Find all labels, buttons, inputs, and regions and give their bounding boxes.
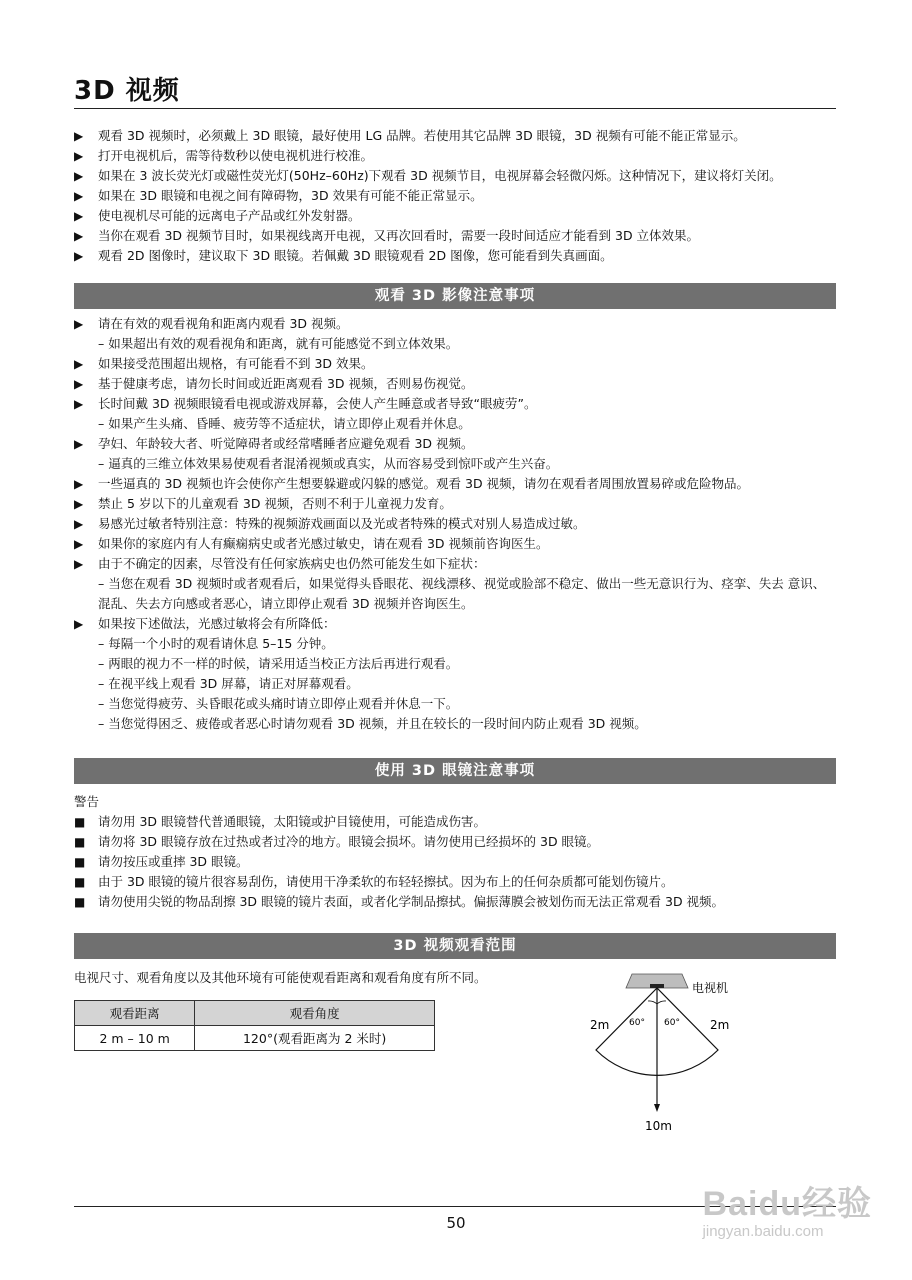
list-item: [74, 394, 836, 414]
section2-heading: 使用 3D 眼镜注意事项: [74, 758, 836, 784]
list-item: [74, 374, 836, 394]
list-item-text: 观看 3D 视频时，必须戴上 3D 眼镜，最好使用 LG 品牌。若使用其它品牌 3D 眼镜，3D 视频有可能不能正常显示。: [98, 128, 746, 143]
depth-arrow-icon: [654, 1104, 660, 1112]
watermark: [703, 1176, 872, 1240]
list-item: [74, 474, 836, 494]
triangle-bullet-icon: ▶: [74, 537, 84, 551]
table-cell-distance: 2 m – 10 m: [75, 1026, 195, 1051]
section1-list: [74, 314, 836, 734]
triangle-bullet-icon: ▶: [74, 129, 84, 143]
list-item-text: 请勿将 3D 眼镜存放在过热或者过冷的地方。眼镜会损坏。请勿使用已经损坏的 3D 眼镜。: [98, 834, 600, 849]
triangle-bullet-icon: ▶: [74, 437, 84, 451]
list-item: [74, 454, 836, 474]
list-item-text: – 两眼的视力不一样的时候，请采用适当校正方法后再进行观看。: [98, 656, 459, 671]
triangle-bullet-icon: ▶: [74, 189, 84, 203]
watermark-brand: Baidu经验: [702, 1185, 872, 1223]
triangle-bullet-icon: ▶: [74, 477, 84, 491]
list-item: [74, 246, 836, 266]
triangle-bullet-icon: ▶: [74, 317, 84, 331]
triangle-bullet-icon: ▶: [74, 497, 84, 511]
list-item-text: – 当您觉得困乏、疲倦或者恶心时请勿观看 3D 视频，并且在较长的一段时间内防止观看 3D 视频。: [98, 716, 647, 731]
list-item-text: – 如果产生头痛、昏睡、疲劳等不适症状，请立即停止观看并休息。: [98, 416, 471, 431]
title-rule: [74, 108, 836, 109]
list-item-text: 请勿使用尖锐的物品刮擦 3D 眼镜的镜片表面，或者化学制品擦拭。偏振薄膜会被划伤而无法正常观看 3D 视频。: [98, 894, 725, 909]
triangle-bullet-icon: ▶: [74, 617, 84, 631]
list-item-text: 由于不确定的因素，尽管没有任何家族病史也仍然可能发生如下症状：: [98, 556, 486, 571]
right-distance-label: 2m: [710, 1018, 730, 1032]
list-item-text: – 如果超出有效的观看视角和距离，就有可能感觉不到立体效果。: [98, 336, 459, 351]
triangle-bullet-icon: ▶: [74, 397, 84, 411]
square-bullet-icon: ■: [74, 835, 86, 849]
list-item-text: 由于 3D 眼镜的镜片很容易刮伤，请使用干净柔软的布轻轻擦拭。因为布上的任何杂质都可能划伤镜片。: [98, 874, 674, 889]
viewing-range-note: 电视尺寸、观看角度以及其他环境有可能使观看距离和观看角度有所不同。: [74, 970, 487, 985]
triangle-bullet-icon: ▶: [74, 377, 84, 391]
list-item: [74, 186, 836, 206]
list-item: [74, 574, 836, 614]
intro-list: [74, 126, 836, 266]
list-item: [74, 314, 836, 334]
right-angle-label: 60°: [664, 1018, 680, 1028]
triangle-bullet-icon: ▶: [74, 209, 84, 223]
page-number: 50: [446, 1214, 466, 1232]
list-item-text: 孕妇、年龄较大者、听觉障碍者或经常嗜睡者应避免观看 3D 视频。: [98, 436, 474, 451]
left-distance-label: 2m: [590, 1018, 610, 1032]
list-item-text: 如果按下述做法，光感过敏将会有所降低：: [98, 616, 336, 631]
square-bullet-icon: ■: [74, 815, 86, 829]
left-angle-arc: [648, 1001, 657, 1004]
list-item-text: 如果在 3D 眼镜和电视之间有障碍物，3D 效果有可能不能正常显示。: [98, 188, 483, 203]
list-item-text: – 当您觉得疲劳、头昏眼花或头痛时请立即停止观看并休息一下。: [98, 696, 459, 711]
warning-label: 警告: [74, 794, 100, 809]
list-item-text: 禁止 5 岁以下的儿童观看 3D 视频，否则不利于儿童视力发育。: [98, 496, 452, 511]
list-item-text: 当你在观看 3D 视频节目时，如果视线离开电视，又再次回看时，需要一段时间适应才能看到 3D 立体效果。: [98, 228, 700, 243]
list-item-text: – 逼真的三维立体效果易使观看者混淆视频或真实，从而容易受到惊吓或产生兴奋。: [98, 456, 559, 471]
list-item: [74, 674, 836, 694]
triangle-bullet-icon: ▶: [74, 557, 84, 571]
list-item-text: – 在视平线上观看 3D 屏幕，请正对屏幕观看。: [98, 676, 359, 691]
list-item-text: 长时间戴 3D 视频眼镜看电视或游戏屏幕，会使人产生睡意或者导致“眼疲劳”。: [98, 396, 537, 411]
list-item-text: – 每隔一个小时的观看请休息 5–15 分钟。: [98, 636, 334, 651]
list-item: [74, 812, 836, 832]
list-item: [74, 334, 836, 354]
list-item-text: 易感光过敏者特别注意：特殊的视频游戏画面以及光或者特殊的模式对别人易造成过敏。: [98, 516, 586, 531]
page-title: 3D 视频: [74, 76, 180, 106]
square-bullet-icon: ■: [74, 855, 86, 869]
table-cell-angle: 120°(观看距离为 2 米时): [195, 1026, 435, 1051]
list-item-text: 如果接受范围超出规格，有可能看不到 3D 效果。: [98, 356, 374, 371]
square-bullet-icon: ■: [74, 895, 86, 909]
list-item-text: 使电视机尽可能的远离电子产品或红外发射器。: [98, 208, 361, 223]
list-item: [74, 126, 836, 146]
list-item: [74, 414, 836, 434]
watermark-url: jingyan.baidu.com: [702, 1223, 824, 1240]
list-item: [74, 226, 836, 246]
list-item: [74, 872, 836, 892]
list-item: [74, 434, 836, 454]
list-item: [74, 354, 836, 374]
table-header-angle: 观看角度: [195, 1001, 435, 1026]
list-item-text: 观看 2D 图像时，建议取下 3D 眼镜。若佩戴 3D 眼镜观看 2D 图像，您可能看到失真画面。: [98, 248, 613, 263]
list-item: [74, 494, 836, 514]
viewing-angle-diagram: [578, 968, 758, 1138]
list-item-text: 基于健康考虑，请勿长时间或近距离观看 3D 视频，否则易伤视觉。: [98, 376, 474, 391]
list-item-text: 如果你的家庭内有人有癫痫病史或者光感过敏史，请在观看 3D 视频前咨询医生。: [98, 536, 549, 551]
list-item: [74, 514, 836, 534]
list-item-text: 一些逼真的 3D 视频也许会使你产生想要躲避或闪躲的感觉。观看 3D 视频，请勿在观看者周围放置易碎或危险物品。: [98, 476, 750, 491]
list-item: [74, 654, 836, 674]
list-item-text: 请勿用 3D 眼镜替代普通眼镜，太阳镜或护目镜使用，可能造成伤害。: [98, 814, 487, 829]
list-item: [74, 146, 836, 166]
list-item: [74, 892, 836, 912]
depth-label: 10m: [645, 1119, 672, 1133]
list-item: [74, 534, 836, 554]
triangle-bullet-icon: ▶: [74, 149, 84, 163]
list-item-text: 如果在 3 波长荧光灯或磁性荧光灯(50Hz–60Hz)下观看 3D 视频节目，电视屏幕会轻微闪烁。这种情况下，建议将灯关闭。: [98, 168, 782, 183]
list-item: [74, 166, 836, 186]
list-item: [74, 714, 836, 734]
triangle-bullet-icon: ▶: [74, 357, 84, 371]
list-item: [74, 832, 836, 852]
tv-label: 电视机: [692, 981, 729, 995]
section3-heading: 3D 视频观看范围: [74, 933, 836, 959]
section1-heading: 观看 3D 影像注意事项: [74, 283, 836, 309]
left-angle-label: 60°: [629, 1018, 645, 1028]
right-angle-arc: [657, 1001, 666, 1004]
list-item: [74, 614, 836, 634]
section2-list: [74, 812, 836, 912]
list-item: [74, 694, 836, 714]
table-header-distance: 观看距离: [75, 1001, 195, 1026]
triangle-bullet-icon: ▶: [74, 169, 84, 183]
list-item: [74, 554, 836, 574]
list-item-text: 请勿按压或重摔 3D 眼镜。: [98, 854, 249, 869]
triangle-bullet-icon: ▶: [74, 249, 84, 263]
list-item-text: – 当您在观看 3D 视频时或者观看后，如果觉得头昏眼花、视线漂移、视觉或脸部不稳定、做出一些无意识行为、痉挛、失去 意识、混乱、失去方向感或者恶心，请立即停止观看 3D 视频并咨询医生。: [98, 576, 826, 611]
table-row: [75, 1026, 435, 1051]
list-item: [74, 852, 836, 872]
triangle-bullet-icon: ▶: [74, 517, 84, 531]
viewing-range-table: [74, 1000, 435, 1051]
list-item: [74, 206, 836, 226]
list-item-text: 请在有效的观看视角和距离内观看 3D 视频。: [98, 316, 349, 331]
list-item-text: 打开电视机后，需等待数秒以使电视机进行校准。: [98, 148, 374, 163]
list-item: [74, 634, 836, 654]
square-bullet-icon: ■: [74, 875, 86, 889]
triangle-bullet-icon: ▶: [74, 229, 84, 243]
